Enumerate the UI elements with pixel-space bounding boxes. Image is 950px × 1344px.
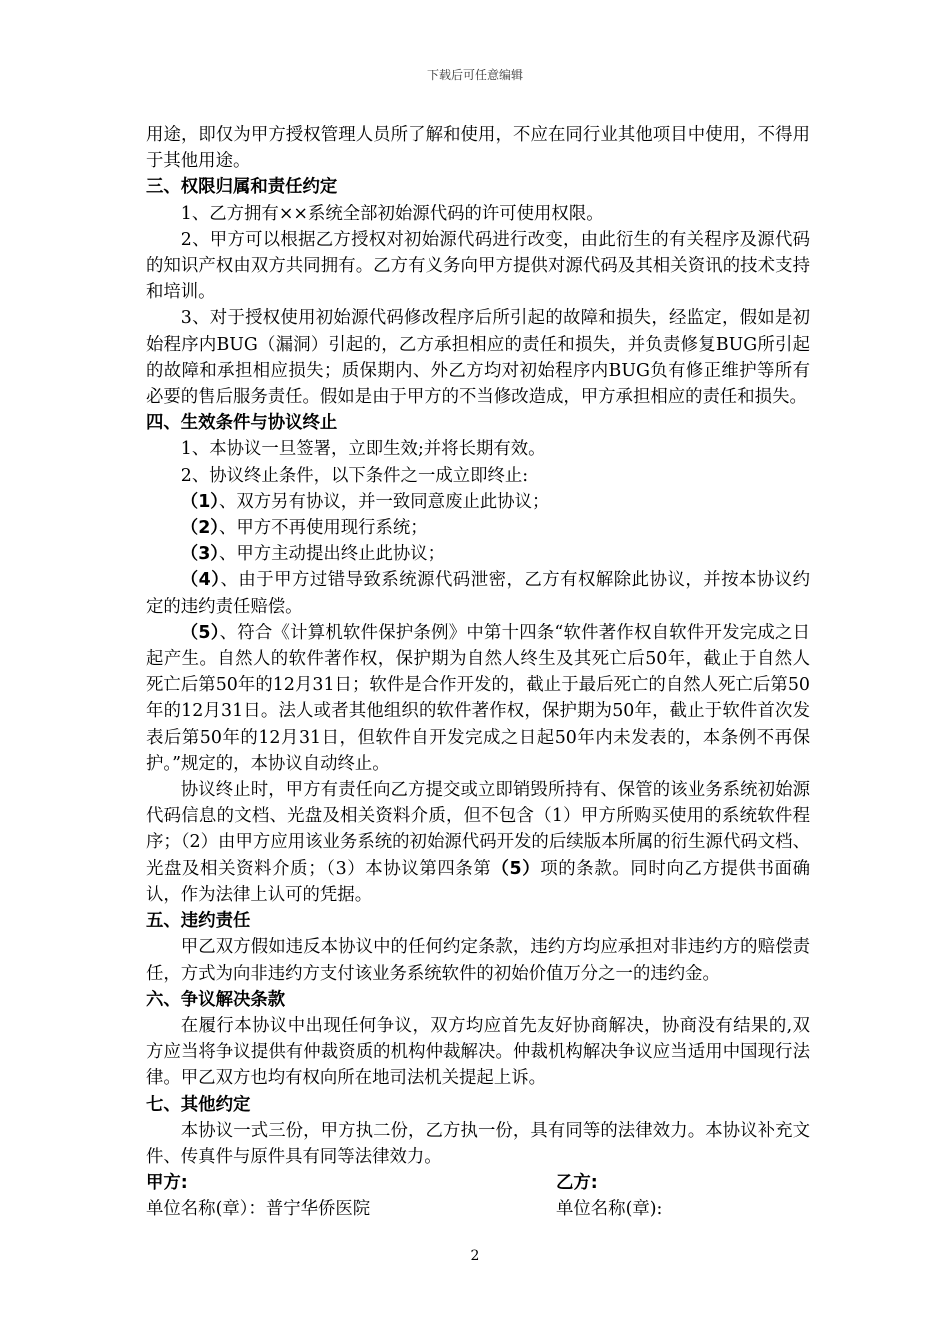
text-run: 协议终止时，甲方有责任向乙方提交或立即销毁所持有、保管的该业务系统初始源代码信息的文档、光盘及相关资料介质，但不包含 <box>146 780 810 827</box>
section-5-title: 五、违约责任 <box>146 911 251 932</box>
party-a-unit: 单位名称(章）：普宁华侨医院 <box>146 1199 371 1220</box>
page-header: 下载后可任意编辑 <box>426 68 523 82</box>
item-text: 、甲方不再使用现行系统； <box>218 518 428 539</box>
section-4-p2: 2、协议终止条件，以下条件之一成立即终止: <box>180 465 529 486</box>
section-4-title: 四、生效条件与协议终止 <box>146 413 338 434</box>
section-7-title: 七、其他约定 <box>146 1094 251 1115</box>
party-b-unit: 单位名称(章): <box>556 1199 663 1220</box>
item-number: （1） <box>180 491 219 512</box>
text-run: 由甲方应用该业务系统的初始源代码开发的后续版本所属的衍生源代码文档、光盘及相关资料介质； <box>146 832 810 879</box>
section-5-p1: 甲乙双方假如违反本协议中的任何约定条款，违约方均应承担对非违约方的赔偿责任，方式为向非违约方支付该业务系统软件的初始价值万分之一的违约金。 <box>146 937 810 984</box>
section-6-p1: 在履行本协议中出现任何争议，双方均应首先友好协商解决，协商没有结果的,双方应当将争议提供有仲裁资质的机构仲裁解决。仲裁机构解决争议应当适用中国现行法律。甲乙双方也均有权向所在地司法机关提起上诉。 <box>146 1015 810 1089</box>
signature-party-row <box>146 1170 810 1196</box>
item-text: 、符合《计算机软件保护条例》中第十四条“软件著作权自软件开发完成之日起产生。自然人的软件著作权，保护期为自然人终生及其死亡后50年，截止于自然人死亡后第50年的12月31日；软件是合作开发的，截止于最后死亡的自然人死亡后第50年的12月31日。法人或者其他组织的软件著作权，保护期为50年，截止于软件首次发表后第50年的12月31日，但软件自开发完成之日起50年内未发表的，本条例不再保护。”规定的，本协议自动终止。 <box>146 622 810 774</box>
section-6-title: 六、争议解决条款 <box>146 989 286 1010</box>
text-run: （3） <box>325 858 366 879</box>
termination-item-2 <box>146 515 810 541</box>
item-text: 、由于甲方过错导致系统源代码泄密，乙方有权解除此协议，并按本协议约定的违约责任赔偿。 <box>146 570 810 617</box>
page-number: 2 <box>470 1248 480 1264</box>
item-number: （4） <box>180 570 221 591</box>
document-body <box>146 122 810 1223</box>
text-run: （5） <box>491 858 541 879</box>
section-4-p3 <box>146 777 810 908</box>
continued-paragraph: 用途，即仅为甲方授权管理人员所了解和使用，不应在同行业其他项目中使用，不得用于其他用途。 <box>146 125 810 172</box>
text-run: 甲方所购买使用的系统软件程序； <box>146 806 810 853</box>
item-number: （3） <box>180 544 219 565</box>
text-run: （1） <box>534 806 581 827</box>
section-3-p3: 3、对于授权使用初始源代码修改程序后所引起的故障和损失，经监定，假如是初始程序内BUG（漏洞）引起的，乙方承担相应的责任和损失，并负责修复BUG所引起的故障和承担相应损失；质保期内、外乙方均对初始程序内BUG负有修正维护等所有必要的售后服务责任。假如是由于甲方的不当修改造成，甲方承担相应的责任和损失。 <box>146 308 810 408</box>
termination-item-1 <box>146 489 810 515</box>
party-b-label: 乙方: <box>556 1173 598 1194</box>
item-number: （5） <box>180 622 220 643</box>
item-text: 、甲方主动提出终止此协议； <box>218 544 446 565</box>
termination-item-3 <box>146 541 810 567</box>
text-run: （2） <box>180 832 219 853</box>
section-3-p2: 2、甲方可以根据乙方授权对初始源代码进行改变，由此衍生的有关程序及源代码的知识产权由双方共同拥有。乙方有义务向甲方提供对源代码及其相关资讯的技术支持和培训。 <box>146 229 810 303</box>
text-run: 项的条款。同时向乙方提供书面确认，作为法律上认可的凭据。 <box>146 858 810 905</box>
termination-item-5 <box>146 620 810 777</box>
termination-item-4 <box>146 567 810 619</box>
item-text: 、双方另有协议，并一致同意废止此协议； <box>218 491 550 512</box>
section-3-title: 三、权限归属和责任约定 <box>146 177 338 198</box>
section-4-p1: 1、本协议一旦签署，立即生效;并将长期有效。 <box>180 439 546 460</box>
section-7-p1: 本协议一式三份，甲方执二份，乙方执一份，具有同等的法律效力。本协议补充文件、传真件与原件具有同等法律效力。 <box>146 1120 810 1167</box>
section-3-p1: 1、乙方拥有××系统全部初始源代码的许可使用权限。 <box>180 203 604 224</box>
item-number: （2） <box>180 518 219 539</box>
party-a-label: 甲方: <box>146 1173 188 1194</box>
signature-unit-row <box>146 1196 810 1222</box>
text-run: 本协议第四条第 <box>365 858 492 879</box>
